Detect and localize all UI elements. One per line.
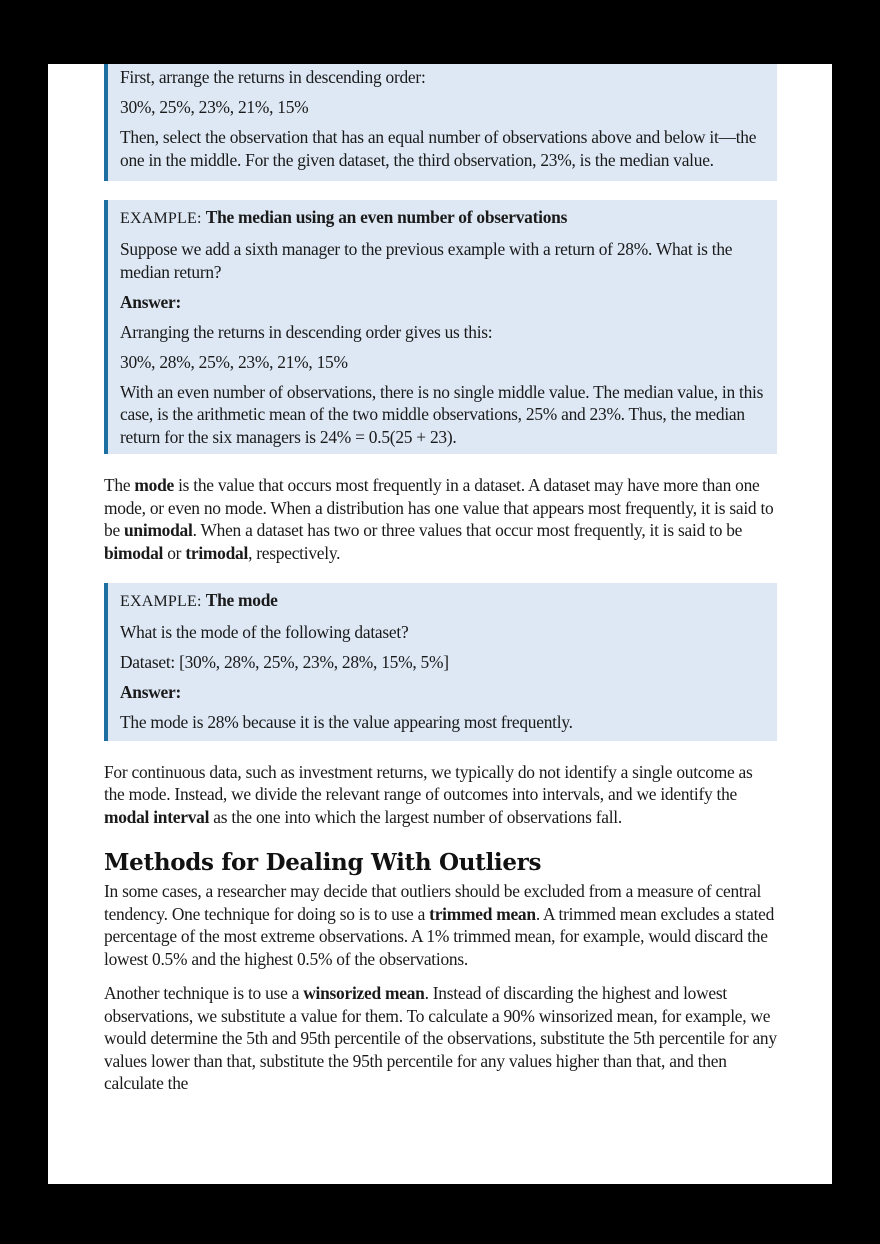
example-question: What is the mode of the following dataset?	[120, 622, 409, 642]
example-title: The median using an even number of observations	[205, 207, 568, 227]
text-run: or	[163, 542, 186, 563]
text-run: , respectively.	[248, 542, 341, 563]
answer-explanation: With an even number of observations, there is no single middle value. The median value, in this case, is the arithmetic mean of the two middle observations, 25% and 23%. Thus, the median return for the six managers is 24% = 0.5(25 + 23).	[120, 381, 764, 447]
answer-intro: Arranging the returns in descending order gives us this:	[120, 321, 493, 342]
document-page	[48, 64, 832, 1184]
modal-interval-paragraph	[104, 761, 777, 829]
answer-text: The mode is 28% because it is the value appearing most frequently.	[120, 712, 573, 732]
section-heading: Methods for Dealing With Outliers	[104, 849, 542, 876]
example-heading	[120, 206, 769, 231]
text-run: . A trimmed mean excludes a stated percentage of the most extreme observations. A 1% trimmed mean, for example, would discard the lowest 0.5% and the highest 0.5% of the observations.	[104, 903, 775, 969]
text-run: The	[104, 475, 135, 495]
example-question: Suppose we add a sixth manager to the previous example with a return of 28%. What is the median return?	[120, 239, 733, 282]
example-title: The mode	[205, 590, 278, 610]
text-run: as the one into which the largest number of observations fall.	[209, 806, 622, 827]
winsorized-mean-paragraph	[104, 982, 777, 1095]
term-unimodal: unimodal	[124, 520, 193, 540]
answer-values: 30%, 28%, 25%, 23%, 21%, 15%	[120, 351, 348, 372]
term-bimodal: bimodal	[104, 542, 164, 563]
answer-label: Answer:	[120, 291, 182, 312]
term-trimodal: trimodal	[185, 542, 249, 563]
example-box-mode	[104, 583, 777, 741]
term-trimmed-mean: trimmed mean	[429, 903, 536, 924]
example-label: EXAMPLE:	[120, 210, 202, 227]
box-text: First, arrange the returns in descending order:	[120, 67, 426, 87]
box-values: 30%, 25%, 23%, 21%, 15%	[120, 97, 309, 117]
text-run: In some cases, a researcher may decide that outliers should be excluded from a measure of central tendency. One technique for doing so is to use a	[104, 881, 762, 924]
text-run: . Instead of discarding the highest and lowest observations, we substitute a value for them. To calculate a 90% winsorized mean, for example, we would determine the 5th and 95th percentile of the observations, substitute the 5th percentile for any values lower than that, substitute the 95th percentile for any values higher than that, and then calculate the	[104, 983, 777, 1093]
example-heading	[120, 589, 769, 614]
text-run: is the value that occurs most frequently in a dataset. A dataset may have more than one mode, or even no mode. When a distribution has one value that appears most frequently, it is said to be	[104, 475, 774, 540]
term-modal-interval: modal interval	[104, 806, 210, 827]
mode-paragraph	[104, 474, 777, 564]
term-winsorized-mean: winsorized mean	[303, 983, 425, 1003]
answer-label: Answer:	[120, 682, 182, 702]
example-box-median-odd-continued	[104, 64, 777, 181]
text-run: . When a dataset has two or three values that occur most frequently, it is said to be	[192, 520, 743, 540]
term-mode: mode	[134, 475, 174, 495]
trimmed-mean-paragraph	[104, 880, 777, 970]
example-label: EXAMPLE:	[120, 593, 202, 610]
example-box-median-even	[104, 200, 777, 454]
example-dataset: Dataset: [30%, 28%, 25%, 23%, 28%, 15%, 5%]	[120, 652, 449, 672]
page-content	[104, 64, 777, 1095]
text-run: For continuous data, such as investment returns, we typically do not identify a single outcome as the mode. Instead, we divide the relevant range of outcomes into intervals, and we identify the	[104, 761, 753, 804]
text-run: Another technique is to use a	[104, 983, 304, 1003]
box-text: Then, select the observation that has an equal number of observations above and below it—the one in the middle. For the given dataset, the third observation, 23%, is the median value.	[120, 127, 757, 170]
